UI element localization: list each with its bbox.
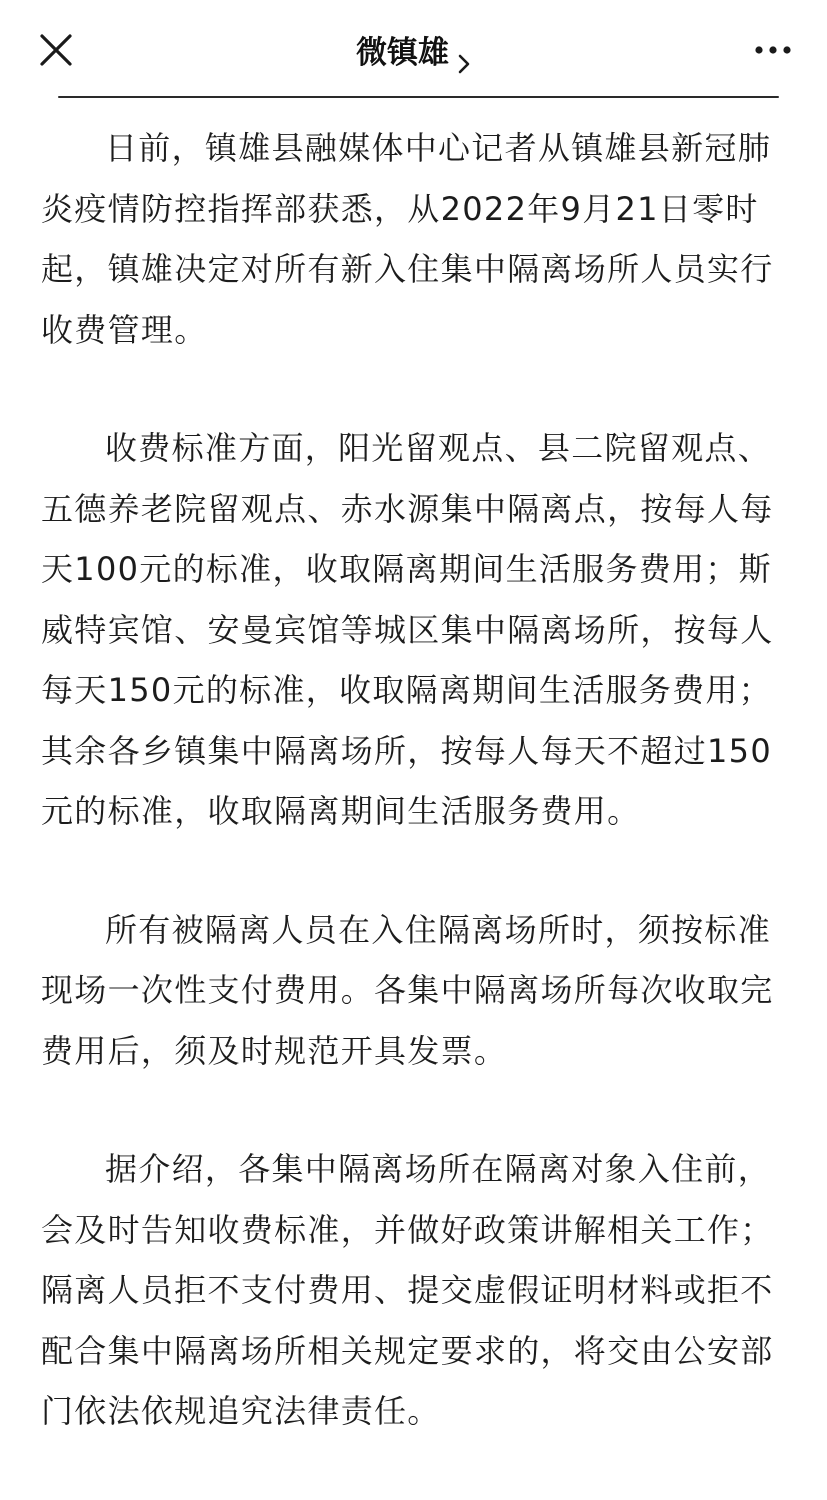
header-divider (58, 96, 779, 98)
top-nav-bar (0, 0, 827, 100)
chevron-right-icon (457, 42, 471, 64)
article-paragraph-3: 所有被隔离人员在入住隔离场所时，须按标准 现场一次性支付费用。各集中隔离场所每次收取完 费用后，须及时规范开具发票。 (41, 910, 774, 1070)
account-name: 微镇雄 (356, 35, 449, 71)
account-name-link[interactable] (356, 30, 471, 76)
article-paragraph-1: 日前，镇雄县融媒体中心记者从镇雄县新冠肺 炎疫情防控指挥部获悉，从2022年9月21日零时 起，镇雄决定对所有新入住集中隔离场所人员实行 收费管理。 (41, 129, 774, 349)
account-title-bar (0, 30, 827, 76)
more-dots-icon[interactable] (753, 40, 793, 60)
article-paragraph-4: 据介绍，各集中隔离场所在隔离对象入住前， 会及时告知收费标准，并做好政策讲解相关工作； 隔离人员拒不支付费用、提交虚假证明材料或拒不 配合集中隔离场所相关规定要求的，将交由公安部 门依法依规追究法律责任。 (41, 1150, 774, 1430)
article-body (41, 118, 791, 1500)
article-paragraph-2: 收费标准方面，阳光留观点、县二院留观点、 五德养老院留观点、赤水源集中隔离点，按每人每 天100元的标准，收取隔离期间生活服务费用；斯 威特宾馆、安曼宾馆等城区集中隔离场所，按每人 每天150元的标准，收取隔离期间生活服务费用； 其余各乡镇集中隔离场所，按每人每天不超过150 元的标准，收取隔离期间生活服务费用。 (41, 429, 774, 830)
